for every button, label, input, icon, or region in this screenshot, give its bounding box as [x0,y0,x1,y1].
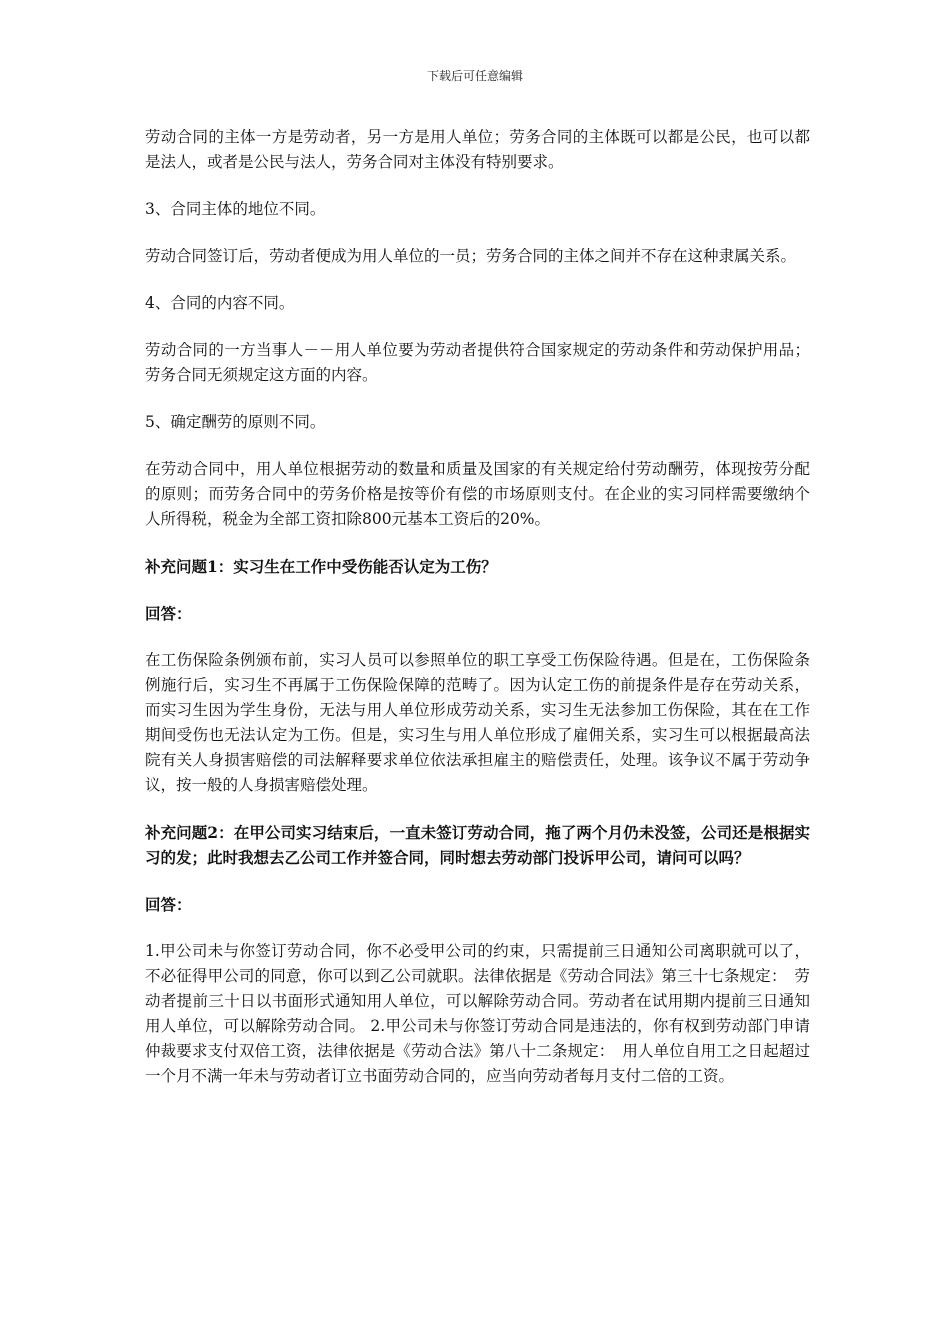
paragraph-5: 劳动合同的一方当事人－－用人单位要为劳动者提供符合国家规定的劳动条件和劳动保护用品；劳务合同无须规定这方面的内容。 [145,341,810,384]
answer-2-label: 回答： [145,895,192,914]
paragraph-3: 劳动合同签订后，劳动者便成为用人单位的一员；劳务合同的主体之间并不存在这种隶属关系。 [145,247,797,265]
paragraph-7: 在劳动合同中，用人单位根据劳动的数量和质量及国家的有关规定给付劳动酬劳，体现按劳分配的原则；而劳务合同中的劳务价格是按等价有偿的市场原则支付。在企业的实习同样需要缴纳个人所得税，税金为全部工资扣除800元基本工资后的20%。 [145,460,810,528]
question-2-heading: 补充问题2：在甲公司实习结束后，一直未签订劳动合同，拖了两个月仍未没签，公司还是根据实习的发；此时我想去乙公司工作并签合同，同时想去劳动部门投诉甲公司，请问可以吗？ [145,823,810,867]
question-1-heading: 补充问题1：实习生在工作中受伤能否认定为工伤？ [145,557,497,576]
document-body [145,125,810,1111]
answer-1-label: 回答： [145,604,192,623]
page-header: 下载后可任意编辑 [426,69,523,83]
paragraph-2: 3、合同主体的地位不同。 [145,200,326,218]
answer-1-text: 在工伤保险条例颁布前，实习人员可以参照单位的职工享受工伤保险待遇。但是在，工伤保险条例施行后，实习生不再属于工伤保险保障的范畴了。因为认定工伤的前提条件是存在劳动关系，而实习生因为学生身份，无法与用人单位形成劳动关系，实习生无法参加工伤保险，其在在工作期间受伤也无法认定为工伤。但是，实习生与用人单位形成了雇佣关系，实习生可以根据最高法院有关人身损害赔偿的司法解释要求单位依法承担雇主的赔偿责任，处理。该争议不属于劳动争议，按一般的人身损害赔偿处理。 [145,651,810,794]
paragraph-1: 劳动合同的主体一方是劳动者，另一方是用人单位；劳务合同的主体既可以都是公民，也可以都是法人，或者是公民与法人，劳务合同对主体没有特别要求。 [145,128,810,171]
paragraph-6: 5、确定酬劳的原则不同。 [145,413,326,431]
answer-2-text: 1.甲公司未与你签订劳动合同，你不必受甲公司的约束，只需提前三日通知公司离职就可以了，不必征得甲公司的同意，你可以到乙公司就职。法律依据是《劳动合同法》第三十七条规定： 劳动者提前三十日以书面形式通知用人单位，可以解除劳动合同。劳动者在试用期内提前三日通知用人单位，可以解除劳动合同。 2.甲公司未与你签订劳动合同是违法的，你有权到劳动部门申请仲裁要求支付双倍工资，法律依据是《劳动合法》第八十二条规定： 用人单位自用工之日起超过一个月不满一年未与劳动者订立书面劳动合同的，应当向劳动者每月支付二倍的工资。 [145,942,810,1085]
paragraph-4: 4、合同的内容不同。 [145,294,295,312]
